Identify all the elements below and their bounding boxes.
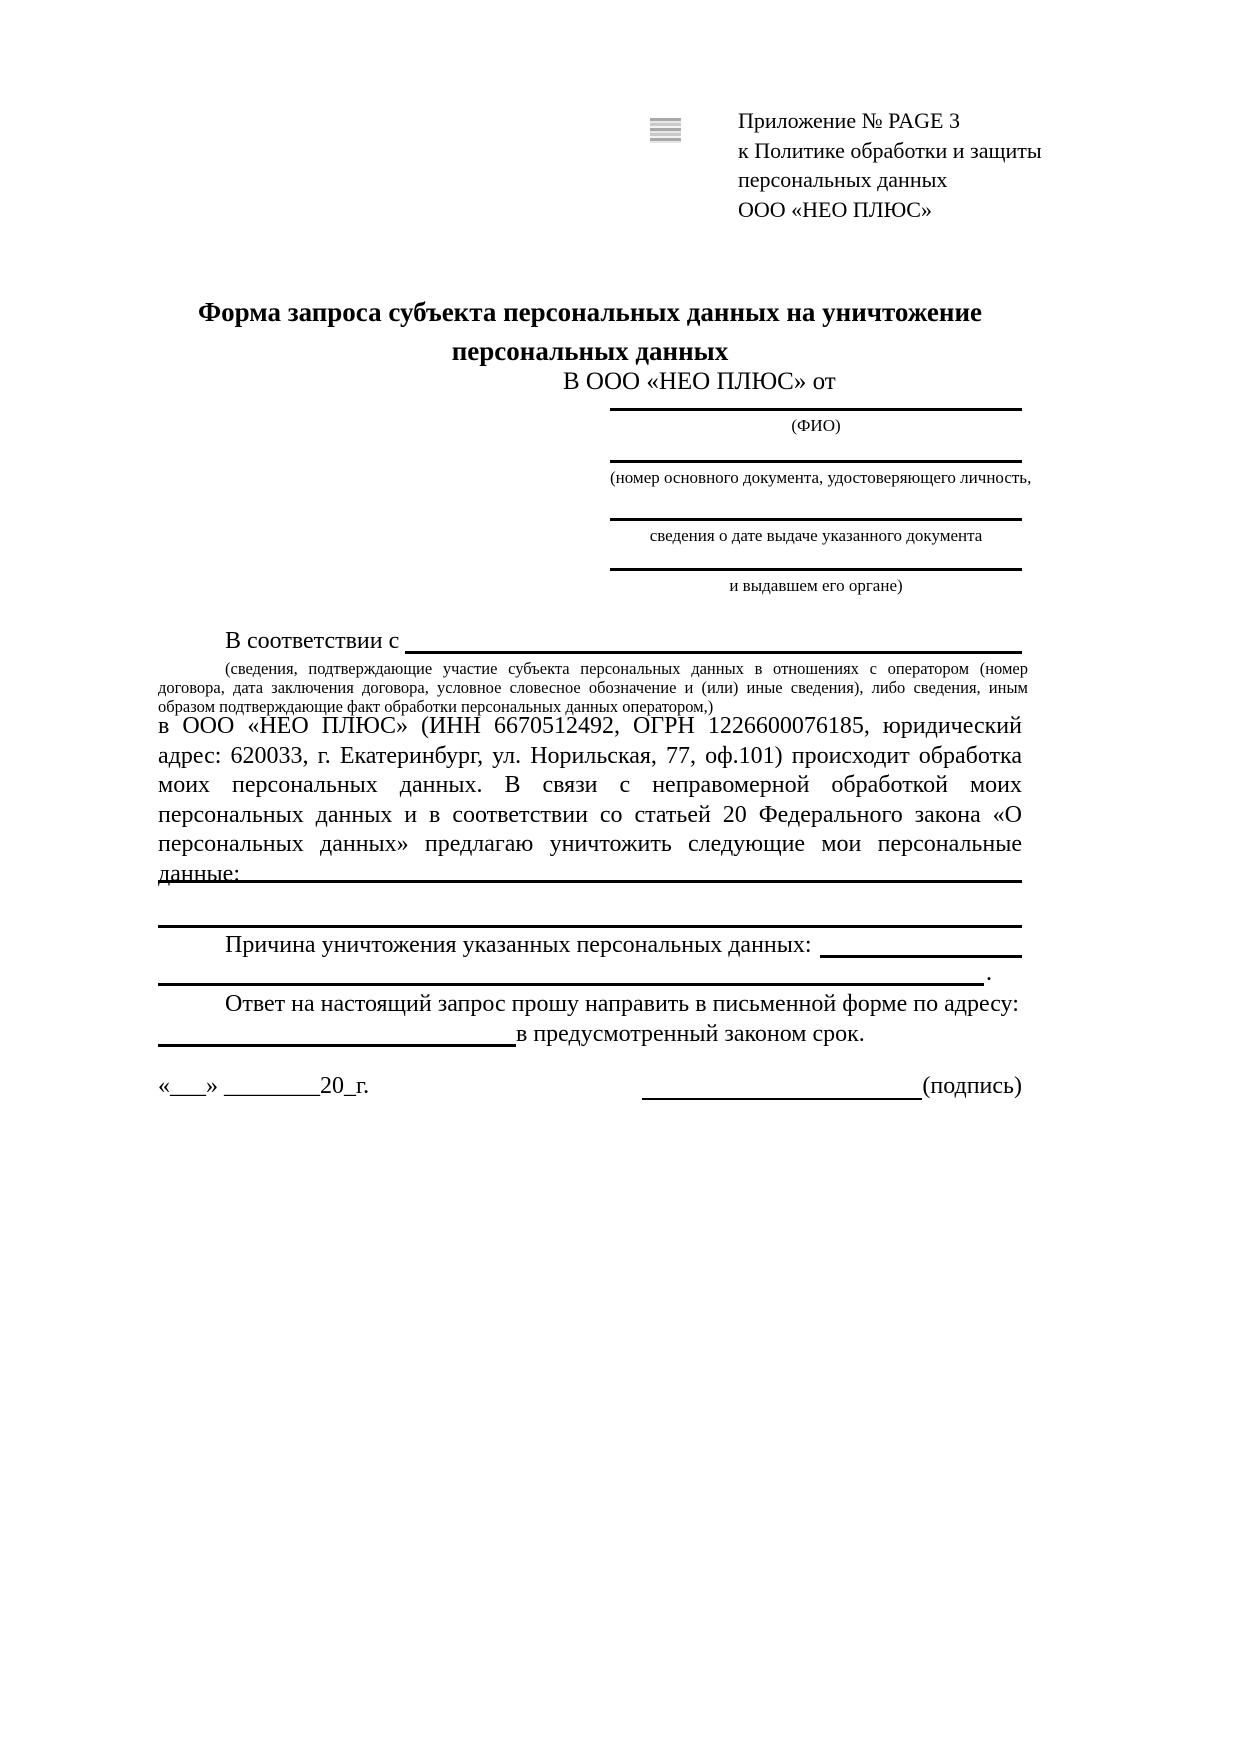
reason-continuation-fill-line	[158, 961, 984, 986]
line-terminator: .	[986, 960, 992, 986]
response-intro: Ответ на настоящий запрос прошу направить в письменной форме по адресу:	[225, 991, 1019, 1017]
appendix-header-line: Приложение № PAGE 3	[738, 108, 960, 133]
signature-caption: (подпись)	[922, 1073, 1022, 1099]
response-suffix: в предусмотренный законом срок.	[516, 1021, 865, 1047]
appendix-header	[738, 106, 1068, 224]
appendix-header-line: к Политике обработки и защиты	[738, 137, 1042, 163]
accordance-label: В соответствии с	[225, 628, 400, 654]
reason-row	[158, 932, 1022, 958]
data-fill-line-2	[158, 925, 1022, 928]
address-fill-line	[158, 1022, 516, 1047]
main-paragraph: в ООО «НЕО ПЛЮС» (ИНН 6670512492, ОГРН 1226600076185, юридический адрес: 620033, г. Екатеринбург, ул. Норильская, 77, оф.101) происходит обработка моих персональных данных. В связи с неправомерной обработкой моих персональных данных и в соответствии со статьей 20 Федерального закона «О персональных данных» предлагаю уничтожить следующие мои персональные данные:	[158, 713, 1022, 887]
addressed-to-line: В ООО «НЕО ПЛЮС» от	[563, 368, 836, 395]
signature-group	[642, 1073, 1022, 1100]
embedded-object-icon	[650, 118, 681, 143]
accordance-row	[158, 628, 1022, 654]
appendix-header-line: ООО «НЕО ПЛЮС»	[738, 196, 932, 222]
data-fill-line-1	[158, 880, 1022, 883]
page-title: Форма запроса субъекта персональных данных на уничтожение персональных данных	[197, 297, 983, 366]
accordance-fill-line	[405, 629, 1022, 654]
fio-caption: (ФИО)	[791, 416, 841, 435]
issuing-authority-caption: и выдавшем его органе)	[729, 576, 903, 595]
issue-date-caption: сведения о дате выдаче указанного документа	[649, 526, 983, 545]
reason-fill-line	[820, 933, 1022, 958]
recipient-fields	[610, 405, 1032, 596]
issuing-authority-field	[610, 568, 1022, 596]
signature-fill-line	[642, 1075, 922, 1100]
document-number-caption: (номер основного документа, удостоверяющего личность,	[610, 468, 1032, 487]
reason-continuation-line	[158, 960, 1022, 986]
reason-label: Причина уничтожения указанных персональных данных:	[225, 932, 812, 958]
document-number-field	[610, 460, 1032, 488]
fine-print-note: (сведения, подтверждающие участие субъекта персональных данных в отношениях с оператором (номер договора, дата заключения договора, условное словесное обозначение и (или) иные сведения), либо сведения, иным образом подтверждающие факт обработки персональных данных оператором,)	[158, 659, 1028, 716]
date-line: «___» ________20_г.	[158, 1073, 370, 1099]
issue-date-field	[610, 518, 1022, 546]
footer-row	[158, 1073, 1022, 1100]
response-address-row	[158, 1021, 1022, 1047]
fio-field	[610, 408, 1022, 436]
appendix-header-line: персональных данных	[738, 167, 948, 192]
